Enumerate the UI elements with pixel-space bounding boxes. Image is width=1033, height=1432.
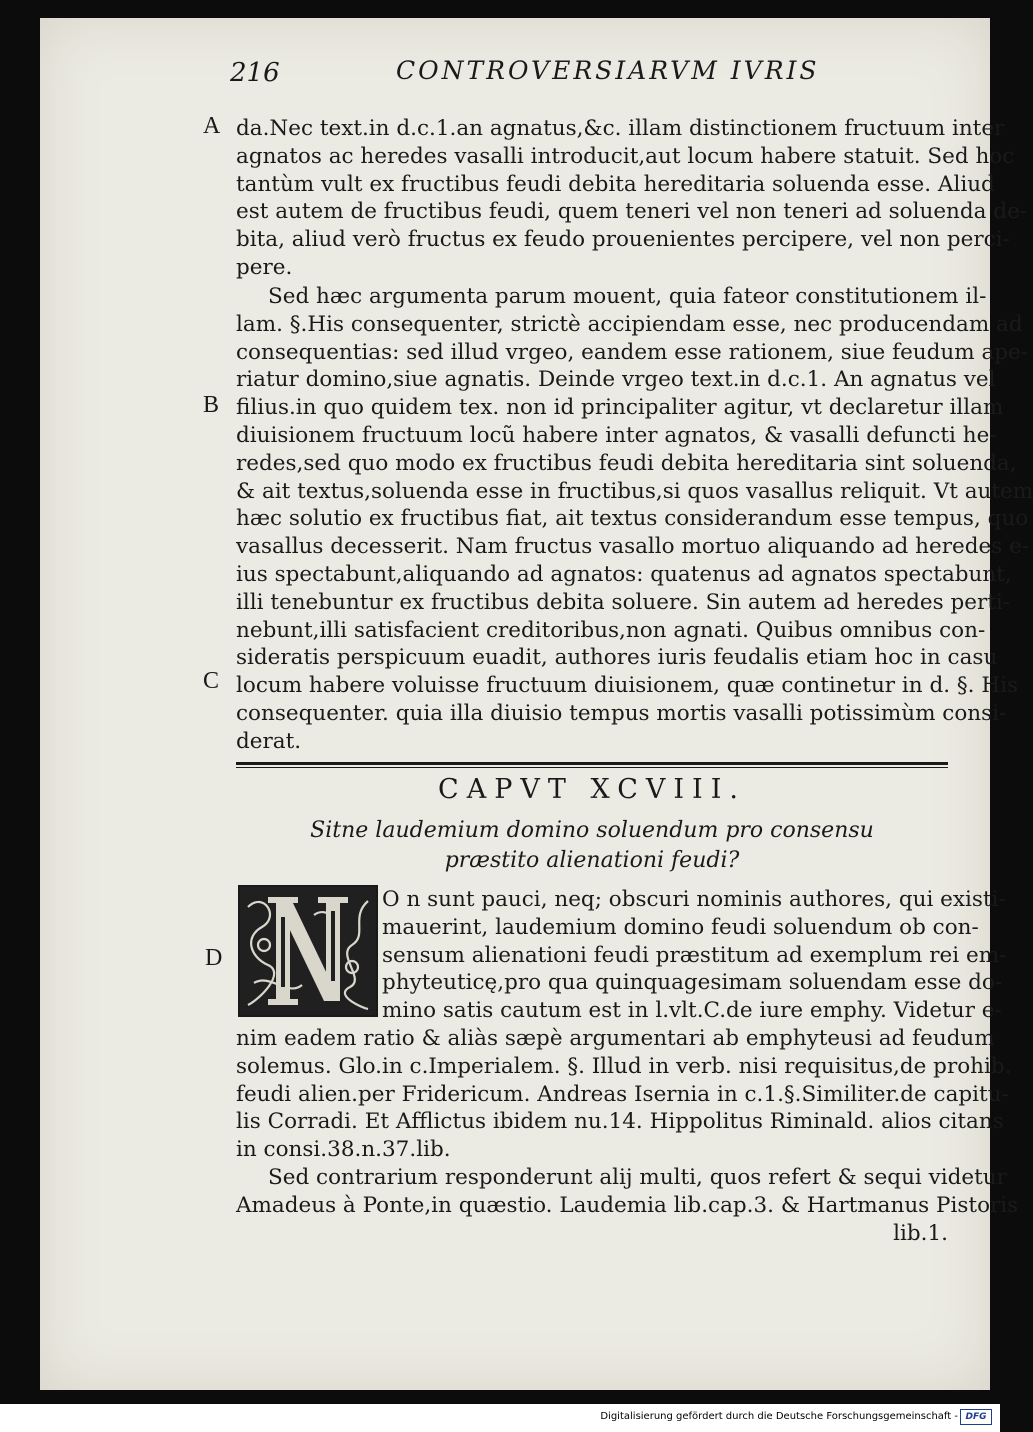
footer-credit: Digitalisierung gefördert durch die Deutsche Forschungsgemeinschaft -: [600, 1411, 958, 1422]
text-line: illi tenebuntur ex fructibus debita soluere. Sin autem ad heredes perti-: [236, 589, 1011, 615]
text-line: da.Nec text.in d.c.1.an agnatus,&c. illam distinctionem fructuum inter: [236, 116, 1005, 141]
running-head: CONTROVERSIARVM IVRIS: [396, 56, 820, 85]
chapter-subtitle-line-2: præstito alienationi feudi?: [444, 848, 740, 873]
text-line: & ait textus,soluenda esse in fructibus,si quos vasallus reliquit. Vt autem: [236, 478, 1033, 504]
text-line: lam. §.His consequenter, strictè accipiendam esse, nec producendam ad: [236, 311, 1023, 337]
text-line: sideratis perspicuum euadit, authores iuris feudalis etiam hoc in casu: [236, 645, 998, 671]
margin-marker-d: D: [205, 945, 223, 971]
text-line: riatur domino,siue agnatis. Deinde vrgeo text.in d.c.1. An agnatus vel: [236, 367, 996, 393]
text-line: nim eadem ratio & aliàs sæpè argumentari ab emphyteusi ad feudum: [236, 1026, 995, 1051]
text-line: pere.: [236, 254, 293, 280]
ornament-initial-icon: [240, 887, 376, 1015]
paragraph-1: [236, 115, 1028, 282]
page-header: [0, 56, 1000, 96]
text-line: vasallus decesserit. Nam fructus vasallo mortuo aliquando ad heredes e-: [236, 534, 1030, 560]
text-line: consequenter. quia illa diuisio tempus mortis vasalli potissimùm consi-: [236, 700, 1007, 726]
decorated-initial-n: [238, 885, 378, 1017]
text-line: Sed contrarium responderunt alij multi, quos refert & sequi videtur: [268, 1165, 1007, 1190]
text-line: est autem de fructibus feudi, quem teneri vel non teneri ad soluenda de-: [236, 199, 1028, 225]
text-line: derat.: [236, 728, 302, 754]
chapter-subtitle-line-1: Sitne laudemium domino soluendum pro consensu: [310, 818, 874, 843]
text-line: O n sunt pauci, neq; obscuri nominis authores, qui existi-: [382, 887, 1006, 912]
paragraph-2: [236, 283, 1033, 756]
paragraph-4: [236, 1164, 1019, 1247]
margin-marker-c: C: [203, 668, 220, 694]
text-line: sensum alienationi feudi præstitum ad exemplum rei em-: [382, 942, 1007, 968]
text-line: filius.in quo quidem tex. non id principaliter agitur, vt declaretur illam: [236, 395, 1004, 421]
text-line: consequentias: sed illud vrgeo, eandem esse rationem, siue feudum ape-: [236, 339, 1029, 365]
text-line: locum habere voluisse fructuum diuisionem, quæ continetur in d. §. His: [236, 673, 1018, 699]
section-divider-thin: [236, 767, 948, 768]
paragraph-3: [236, 1025, 1012, 1164]
paragraph-3-beside-initial: [382, 886, 1007, 1025]
text-line: phyteuticę,pro qua quinquagesimam soluendam esse do-: [382, 970, 1003, 996]
text-line: lis Corradi. Et Afflictus ibidem nu.14. Hippolitus Riminald. alios citans: [236, 1109, 1004, 1135]
text-line: bita, aliud verò fructus ex feudo prouenientes percipere, vel non perci-: [236, 227, 1010, 253]
text-line: mino satis cautum est in l.vlt.C.de iure emphy. Videtur e-: [382, 998, 1002, 1024]
text-line: Sed hæc argumenta parum mouent, quia fateor constitutionem il-: [268, 284, 987, 309]
text-line: ius spectabunt,aliquando ad agnatos: quatenus ad agnatos spectabunt,: [236, 561, 1012, 587]
text-line: mauerint, laudemium domino feudi soluendum ob con-: [382, 914, 979, 940]
text-line: solemus. Glo.in c.Imperialem. §. Illud in verb. nisi requisitus,de prohib.: [236, 1053, 1012, 1079]
section-divider: [236, 762, 948, 765]
margin-marker-a: A: [203, 113, 221, 139]
page-number: 216: [230, 58, 280, 88]
text-line: redes,sed quo modo ex fructibus feudi debita hereditaria sint soluenda,: [236, 450, 1017, 476]
text-line: in consi.38.n.37.lib.: [236, 1137, 451, 1163]
margin-marker-b: B: [203, 392, 220, 418]
catchword: lib.1.: [893, 1220, 948, 1246]
dfg-logo-icon: DFG: [960, 1409, 992, 1425]
text-line: nebunt,illi satisfacient creditoribus,non agnati. Quibus omnibus con-: [236, 617, 986, 643]
text-line: diuisionem fructuum locũ habere inter agnatos, & vasalli defuncti he-: [236, 422, 997, 448]
text-line: tantùm vult ex fructibus feudi debita hereditaria soluenda esse. Aliud: [236, 171, 995, 197]
text-line: agnatos ac heredes vasalli introducit,aut locum habere statuit. Sed hoc: [236, 143, 1015, 169]
chapter-title: CAPVT XCVIII.: [438, 774, 746, 805]
text-line: hæc solutio ex fructibus fiat, ait textus considerandum esse tempus, quo: [236, 506, 1029, 532]
text-line: Amadeus à Ponte,in quæstio. Laudemia lib.cap.3. & Hartmanus Pistoris: [236, 1192, 1019, 1218]
text-line: feudi alien.per Fridericum. Andreas Isernia in c.1.§.Similiter.de capitu-: [236, 1081, 1009, 1107]
